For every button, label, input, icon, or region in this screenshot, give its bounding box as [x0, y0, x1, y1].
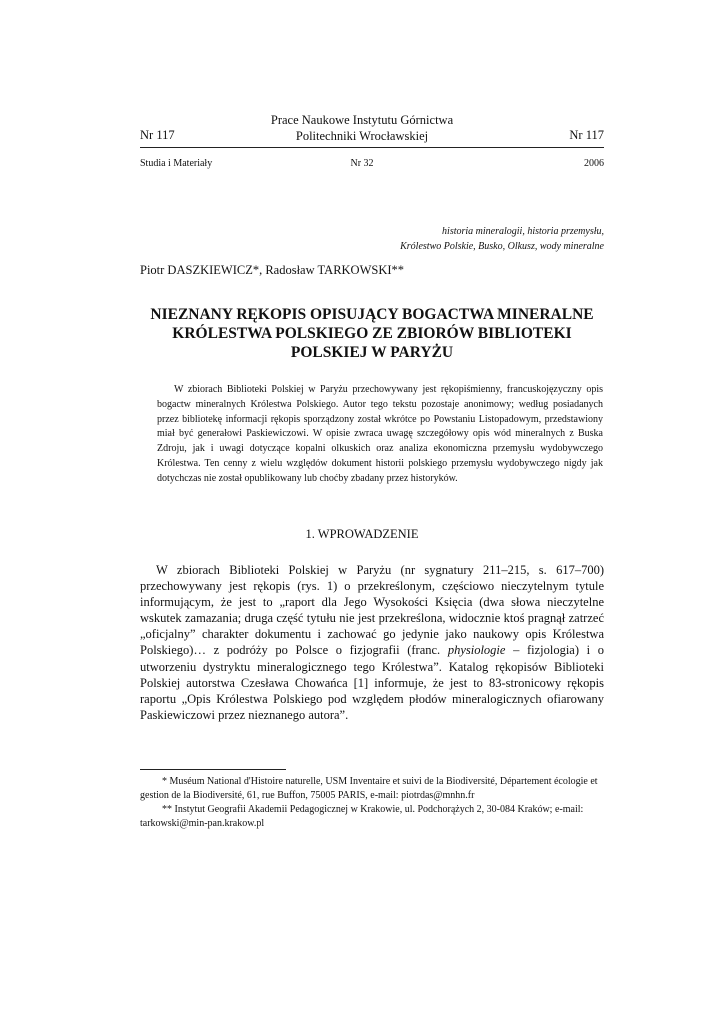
section-heading: 1. WPROWADZENIE [305, 527, 419, 541]
footnote-rule [140, 769, 286, 770]
title-line3: POLSKIEJ W PARYŻU [290, 344, 454, 361]
journal-name-line1: Prace Naukowe Instytutu Górnictwa [270, 113, 454, 127]
keywords-line2: Królestwo Polskie, Busko, Olkusz, wody mineralne [400, 241, 604, 252]
body-text-part1: W zbiorach Biblioteki Polskiej w Paryżu (nr sygnatury 211–215, s. 617–700) przechowywany jest rękopis (rys. 1) o przekreślonym, częściowo nieczytelnym tytule informującym, że jest to „raport dla Jego Wysokości Księcia (dwa słowa nieczytelne wskutek zamazania; druga część tytułu nie jest przekreślona, widocznie ktoś pragnął zatrzeć „oficjalny” charakter dokumentu i zachować go jedynie jako naukowy opis Królestwa Polskiego)… z podróży po Polsce o fizjografii (franc. [140, 563, 604, 658]
issue-number-left: Nr 117 [140, 128, 175, 142]
authors: Piotr DASZKIEWICZ*, Radosław TARKOWSKI** [140, 263, 405, 277]
body-paragraph [140, 562, 604, 723]
series-name: Studia i Materiały [140, 158, 213, 169]
series-issue: Nr 32 [350, 158, 374, 169]
publication-year: 2006 [584, 158, 604, 169]
keywords-line1: historia mineralogii, historia przemysłu, [442, 226, 604, 237]
keywords [204, 224, 604, 254]
abstract: W zbiorach Biblioteki Polskiej w Paryżu przechowywany jest rękopiśmienny, francuskojęzyczny opis bogactw mineralnych Królestwa Polskiego. Autor tego tekstu pozostaje anonimowy; według posiadanych przez bibliotekę informacji rękopis sporządzony został wkrótce po Powstaniu Listopadowym, przedstawiony miał być generałowi Paskiewiczowi. W opisie zwraca uwagę szczegółowy opis wód mineralnych z Buska Zdroju, jak i uwagi dotyczące kopalni olkuskich oraz analiza ekonomiczna przemysłu wydobywczego Królestwa. Ten cenny z wielu względów dokument historii polskiego przemysłu wydobywczego nigdy jak dotychczas nie został opublikowany lub choćby zbadany przez historyków. [157, 384, 603, 484]
footnote-1: * Muséum National d'Histoire naturelle, USM Inventaire et suivi de la Biodiversité, Département écologie et gestion de la Biodiversité, 61, rue Buffon, 75005 PARIS, e-mail: piotrdas@mnhn.fr [140, 776, 598, 801]
title-line2: KRÓLESTWA POLSKIEGO ZE ZBIORÓW BIBLIOTEKI [172, 325, 572, 342]
title-line1: NIEZNANY RĘKOPIS OPISUJĄCY BOGACTWA MINERALNE [150, 306, 594, 323]
footnote-2: ** Instytut Geografii Akademii Pedagogicznej w Krakowie, ul. Podchorążych 2, 30-084 Kraków; e-mail: tarkowski@min-pan.krakow.pl [140, 803, 584, 829]
footnotes [140, 775, 604, 831]
header-rule [140, 147, 604, 148]
body-text-part2: – fizjologia) i o utworzeniu dystryktu mineralogicznego tego Królestwa”. Katalog rękopisów Biblioteki Polskiej autorstwa Czesława Chowańca [1] informuje, że jest to 83-stronicowy rękopis raportu „Opis Królestwa Polskiego pod względem płodów mineralogicznych ofiarowany Paskiewiczowi przez nieznanego autora”. [140, 643, 604, 722]
body-text-italic-term: physiologie [447, 643, 506, 658]
issue-number-right: Nr 117 [569, 128, 604, 142]
journal-name-line2: Politechniki Wrocławskiej [295, 129, 429, 143]
paper-title [140, 305, 604, 362]
